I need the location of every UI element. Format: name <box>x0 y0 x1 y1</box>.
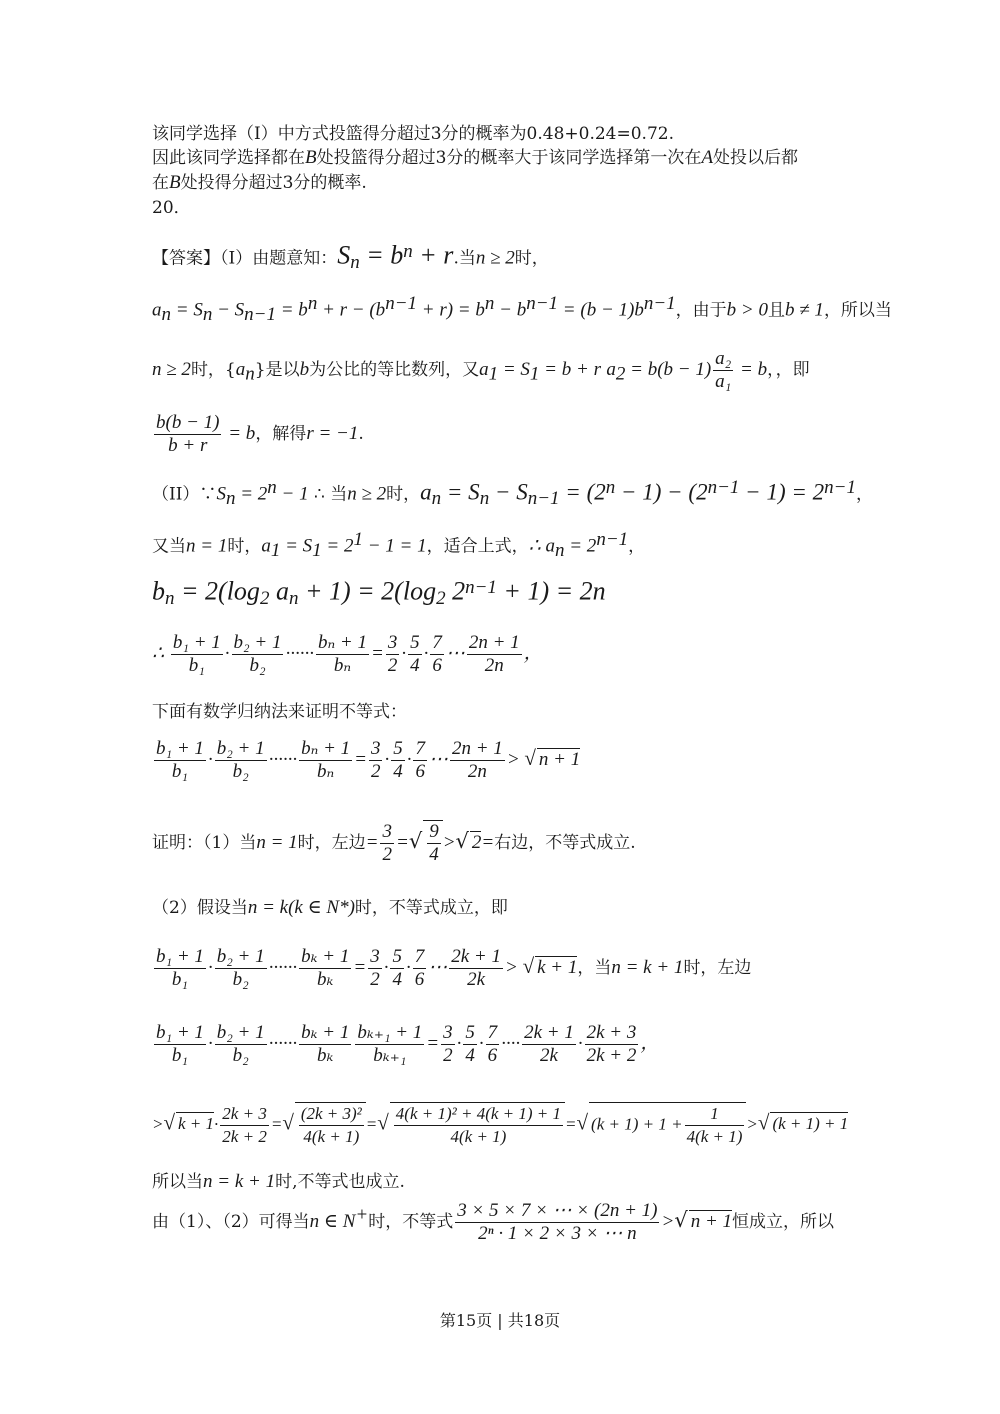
text-conclusion-k1: 所以当n = k + 1时,不等式也成立. <box>152 1171 405 1192</box>
fraction: $\frac{\text{a₂}}{\text{a₁}}$ <box>715 348 732 392</box>
text-n-equals-1: 又当n = 1时，$a_1 = S_1 = 2^1 - 1 = 1$，适合上式，∴ $a_n = 2^{n-1}$， <box>152 529 646 562</box>
sqrt-sign-icon: √ <box>674 1208 688 1232</box>
sqrt-sign-icon: √ <box>163 1110 176 1135</box>
formula-induction-k: $\frac{\text{b₁ + 1}}{\text{b₁}}$ · $\frac{\text{b₂ + 1}}{\text{b₂}}$ ······ $\frac{\text{bₖ + 1}}{\text{bₖ}}$ = $\frac{3}{2}$ · $\frac{5}{4}$ · $\frac{7}{6}$ ⋯ $\frac{2k + 1}{2k}$ > √ k + 1，当n = k + 1时，左边 <box>156 946 752 990</box>
question-number: 20． <box>152 198 191 218</box>
sqrt-sign-icon: √ <box>576 1110 589 1135</box>
page-footer: 第15页 | 共18页 <box>439 1311 561 1330</box>
sqrt-sign-icon: √ <box>282 1110 294 1135</box>
formula-an: $a_n = S_n - S_{n-1} = b^n + r - (b^{n-1} + r) = b^n - b^{n-1} = (b - 1)b^{n-1}$，由于b > 0且b ≠ 1，所以当 <box>152 293 892 326</box>
fraction: $\frac{b(b - 1)}{b + r}$ <box>156 412 220 456</box>
formula-solve-r: $\frac{b(b - 1)}{b + r}$ = b，解得r = −1. <box>156 412 364 456</box>
proof-step-1: 证明：（1）当n = 1时，左边= $\frac{3}{2}$ =√ $\frac{9}{4}$ >√ 2=右边，不等式成立. <box>152 820 636 865</box>
formula-induction-k1: $\frac{\text{b₁ + 1}}{\text{b₁}}$ · $\frac{\text{b₂ + 1}}{\text{b₂}}$ ······ $\frac{\text{bₖ + 1}}{\text{bₖ}}$ $\frac{\text{bₖ₊₁ + 1}}{\text{bₖ₊₁}}$ = $\frac{3}{2}$ · $\frac{5}{4}$ · $\frac{7}{6}$ ···· $\frac{2k + 1}{2k}$ · $\frac{2k + 3}{2k + 2}$ ， <box>156 1022 660 1066</box>
text-line-2: 因此该同学选择都在B处投篮得分超过3分的概率大于该同学选择第一次在A处投以后都 <box>152 147 799 168</box>
text-line-1: 该同学选择（I）中方式投篮得分超过3分的概率为0.48+0.24=0.72. <box>152 124 674 144</box>
formula-geometric: n ≥ 2时，$\{a_n\}$是以b为公比的等比数列，又$a_1 = S_1 = b + r$ $a_2 = b(b - 1)$ $\frac{\text{a₂}}{\text{a₁}}$ = b，，即 <box>152 348 810 392</box>
sqrt-sign-icon: √ <box>757 1110 770 1135</box>
sqrt-sign-icon: √ <box>377 1110 389 1135</box>
text-induction-intro: 下面有数学归纳法来证明不等式： <box>152 702 407 722</box>
proof-step-2: （2）假设当n = k(k ∈ N*)时，不等式成立，即 <box>152 897 508 918</box>
text-line-3: 在B处投得分超过3分的概率. <box>152 172 367 193</box>
sqrt-sign-icon: √ <box>524 745 536 770</box>
formula-sqrt-chain: >√ k + 1· $\frac{2k + 3}{2k + 2}$ =√ $\frac{\text{(2k + 3)²}}{4(k + 1)}$ =√ $\frac{\text{4(k + 1)² + 4(k + 1) + 1}}{4(k + 1)}$ =√ (k + 1) + 1 + $\frac{1}{4(k + 1)}$ >√ (k + 1) + 1 <box>152 1104 849 1146</box>
part-two-line: $(II)\because S_n = 2^n - 1$ ∴ 当n ≥ 2时，$a_n = S_n - S_{n-1} = (2^n - 1) - (2^{n-1} - 1) = 2^{n-1}$， <box>152 477 873 510</box>
formula-bn: $b_n = 2(\log_2$ $a_n + 1) = 2(\log_2$ $2^{n-1} + 1) = 2n$ <box>152 576 606 610</box>
sqrt-sign-icon: √ <box>455 828 469 853</box>
sqrt-sign-icon: √ <box>408 828 423 853</box>
sqrt-sign-icon: √ <box>522 953 535 978</box>
formula-inequality: $\frac{\text{b₁ + 1}}{\text{b₁}}$ · $\frac{\text{b₂ + 1}}{\text{b₂}}$ ······ $\frac{\text{bₙ + 1}}{\text{bₙ}}$ = $\frac{3}{2}$ · $\frac{5}{4}$ · $\frac{7}{6}$ ⋯ $\frac{2n + 1}{2n}$ > √ n + 1 <box>156 738 581 782</box>
text-final-conclusion: 由（1）、（2）可得当n ∈ N+时，不等式 $\frac{3 \times 5 \times 7 \times \cdots \times (2n + 1)}{\text{2ⁿ · 1 × 2 × 3 × ⋯ n}}$ >√ n + 1恒成立，所以 <box>152 1200 835 1244</box>
answer-line: 【答案】（I）由题意知：$S_n = b^n + r$.当n ≥ 2时， <box>152 240 549 274</box>
formula-product: ∴ $\frac{\text{b₁ + 1}}{\text{b₁}}$ · $\frac{\text{b₂ + 1}}{\text{b₂}}$ ······ $\frac{\text{bₙ + 1}}{\text{bₙ}}$ = $\frac{3}{2}$ · $\frac{5}{4}$ · $\frac{7}{6}$ ⋯ $\frac{2n + 1}{2n}$ ， <box>152 632 543 676</box>
